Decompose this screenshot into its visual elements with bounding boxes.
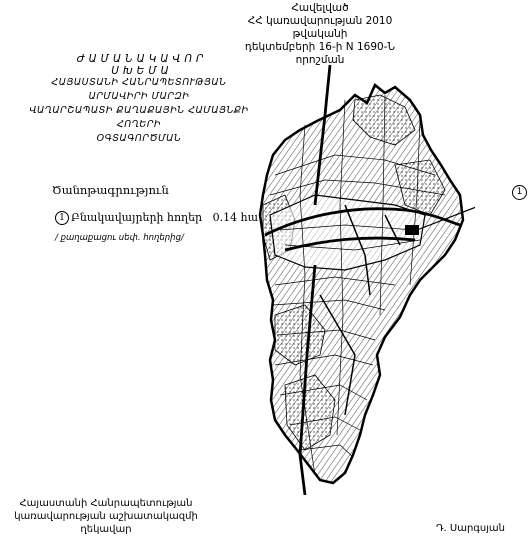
signatory-title — [6, 497, 206, 536]
parcel-1-site — [405, 225, 419, 235]
legend-note: / քաղաքացու սեփ. հողերից/ — [55, 233, 184, 243]
signatory-line-2: կառավարության աշխատակազմի — [14, 511, 198, 522]
scheme-subtitle — [28, 76, 250, 146]
legend-item-number: 1 — [55, 211, 69, 225]
signatory-line-1: Հայաստանի Հանրապետության — [19, 498, 193, 509]
signatory-line-3: ղեկավար — [80, 524, 132, 535]
callout-marker — [512, 185, 527, 200]
subtitle-line-2: ՎԱՂԱՐՇԱՊԱՏԻ ՔԱՂԱՔԱՅԻՆ ՀԱՄԱՅՆՔԻ ՀՈՂԵՐԻ — [29, 105, 249, 130]
legend-item — [55, 211, 258, 225]
cadastral-map — [245, 55, 475, 495]
legend-item-area: 0.14 հա — [212, 211, 259, 224]
callout-number: 1 — [516, 187, 523, 197]
legend-title: Ծանոթագրություն — [52, 183, 169, 197]
annex-line-3: դեկտեմբերի 16-ի N 1690-Ն որոշման — [244, 41, 396, 66]
annex-line-2: ՀՀ կառավարության 2010 թվականի — [247, 15, 393, 40]
subtitle-line-1: ՀԱՅԱՍՏԱՆԻ ՀԱՆՐԱՊԵՏՈՒԹՅԱՆ ԱՐՄԱՎԻՐԻ ՄԱՐԶԻ — [51, 77, 227, 102]
annex-line-1: Հավելված — [291, 2, 349, 14]
subtitle-line-3: ՕԳՏԱԳՈՐԾՄԱՆ — [96, 133, 182, 144]
signatory-name: Դ. Սարգսյան — [436, 523, 505, 534]
scheme-title: ԺԱՄԱՆԱԿԱՎՈՐ ՍԽԵՄԱ — [76, 53, 208, 77]
legend-item-label: Բնակավայրերի հողեր — [71, 211, 203, 224]
